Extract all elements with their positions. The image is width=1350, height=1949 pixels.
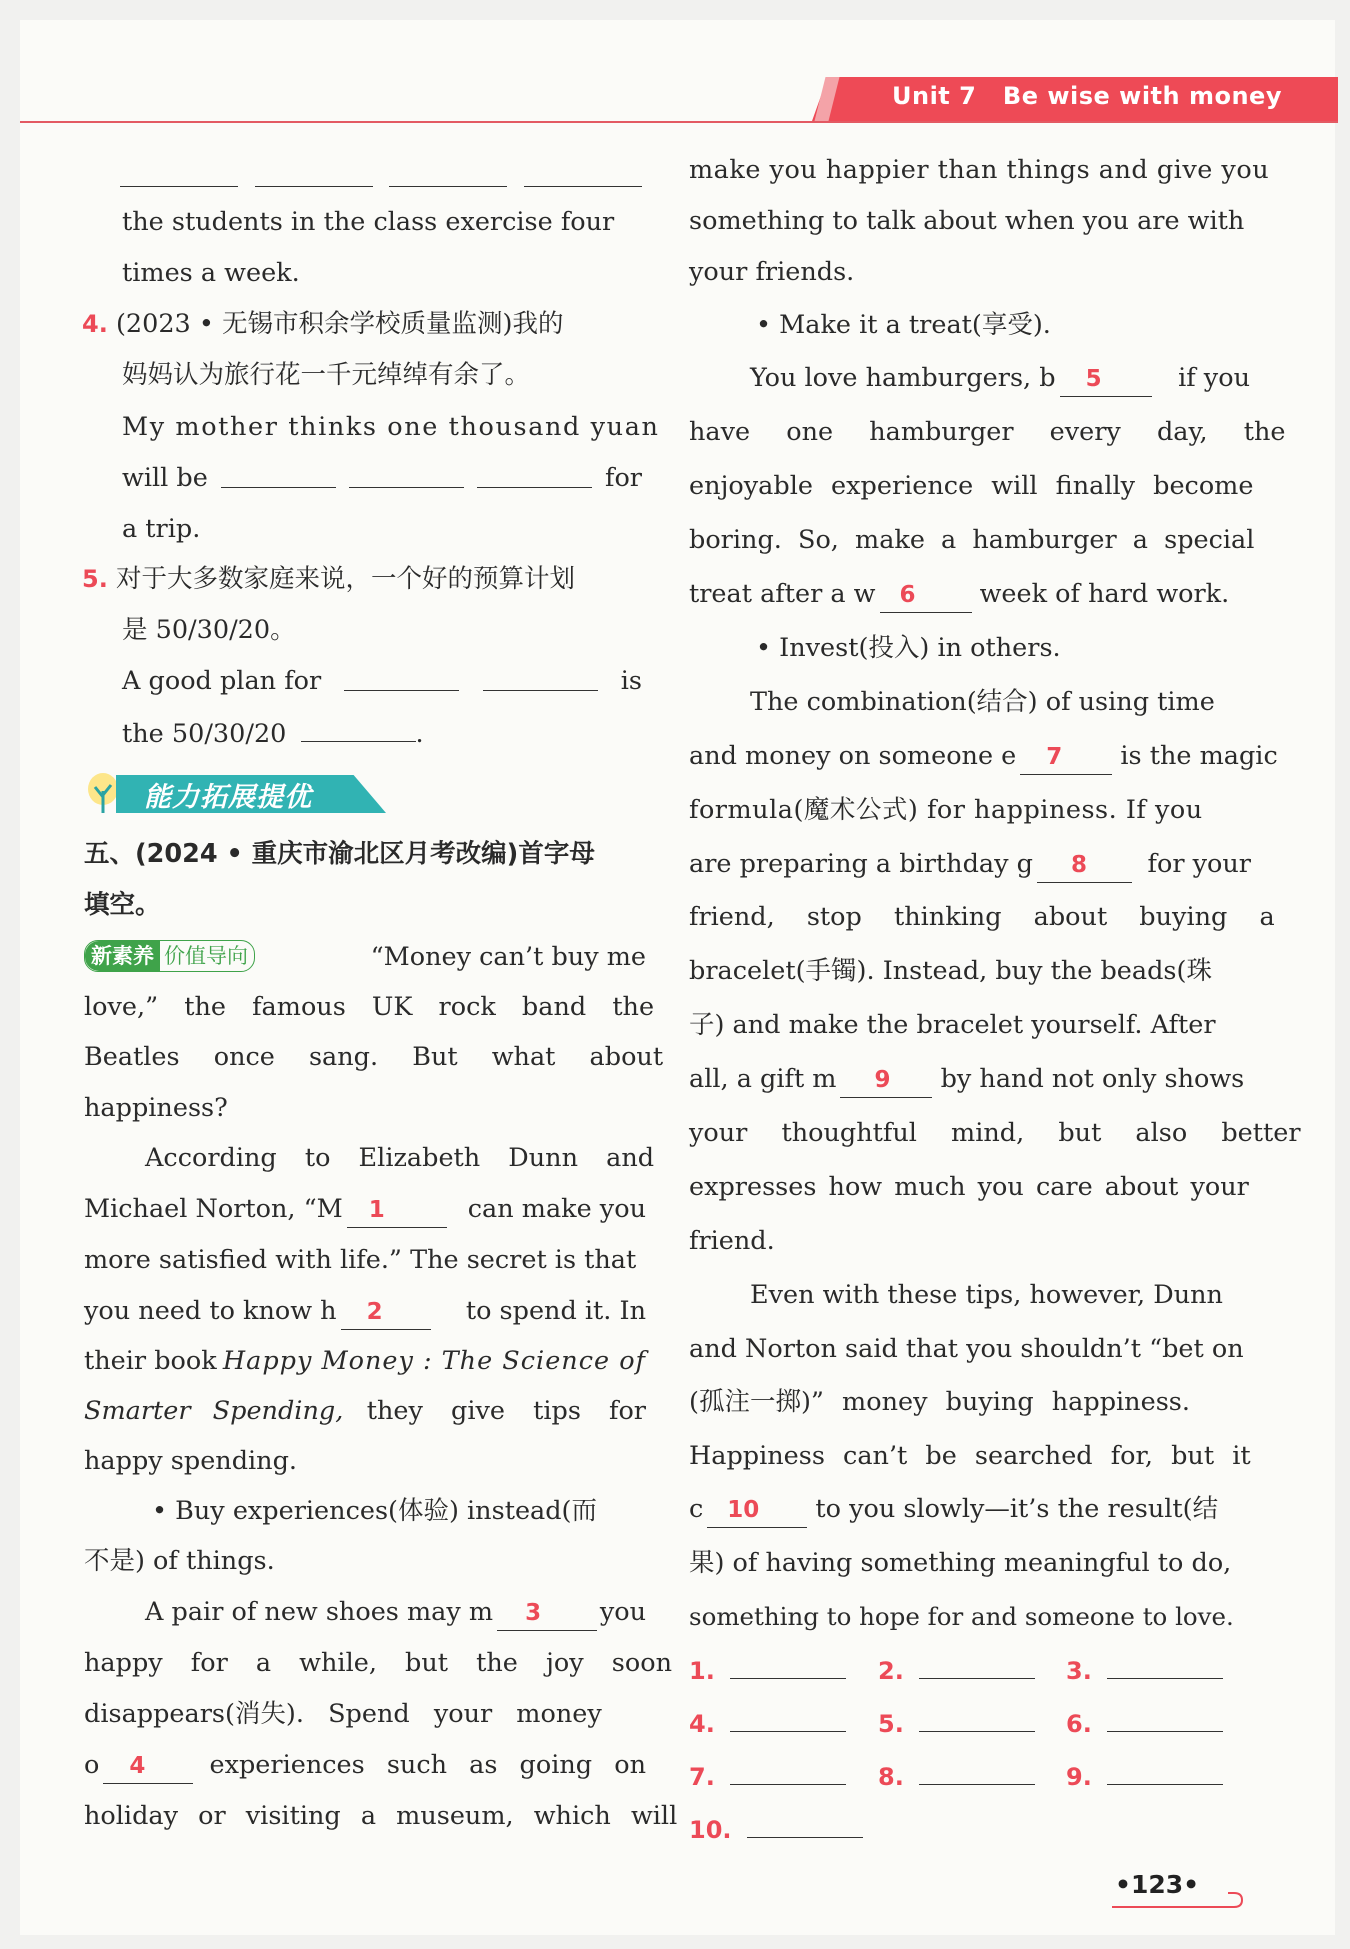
answer-field-4[interactable]: [730, 1705, 846, 1732]
part5-title-1: 五、(2024 • 重庆市渝北区月考改编)首字母: [84, 839, 595, 869]
q3-line-1: the students in the class exercise four: [122, 207, 615, 237]
blank-2[interactable]: 2: [341, 1294, 431, 1330]
para2-line-4: you need to know h 2 to spend it. In: [84, 1294, 646, 1330]
bullet-2: • Make it a treat(享受).: [756, 310, 1051, 340]
bullet-3: • Invest(投入) in others.: [756, 633, 1061, 663]
para2-line-5: their book Happy Money : The Science of: [84, 1346, 646, 1376]
r-line-15: 子) and make the bracelet yourself. After: [689, 1010, 1216, 1040]
r-line-22: (孤注一掷)” money buying happiness.: [689, 1387, 1190, 1417]
para3-line-4: o 4 experiences such as going on: [84, 1748, 646, 1784]
bullet-1-line-1: • Buy experiences(体验) instead(而: [152, 1496, 598, 1526]
q4-line-1: 4. (2023 • 无锡市积余学校质量监测)我的: [82, 309, 564, 339]
page-arrow-icon: [1210, 1888, 1244, 1912]
r-line-13: friend, stop thinking about buying a: [689, 902, 1275, 932]
q5-blank-1[interactable]: [344, 664, 459, 691]
answer-8: 8.: [878, 1758, 1035, 1791]
r-line-10: and money on someone e 7 is the magic: [689, 739, 1278, 775]
answer-9: 9.: [1066, 1758, 1223, 1791]
q3-blank-3[interactable]: [389, 160, 507, 187]
para1-line-2: love,” the famous UK rock band the: [84, 992, 655, 1022]
r-line-25: 果) of having something meaningful to do,: [689, 1548, 1232, 1578]
para2-line-3: more satisfied with life.” The secret is that: [84, 1245, 637, 1275]
para3-line-5: holiday or visiting a museum, which will: [84, 1801, 678, 1831]
q5-line-4: the 50/30/20 .: [122, 715, 424, 751]
r-line-21: and Norton said that you shouldn’t “bet on: [689, 1334, 1244, 1364]
q4-line-3: My mother thinks one thousand yuan: [122, 412, 660, 442]
blank-4[interactable]: 4: [103, 1748, 193, 1784]
r-line-3: your friends.: [689, 257, 855, 287]
para3-line-2: happy for a while, but the joy soon: [84, 1648, 672, 1678]
q4-number: 4.: [82, 310, 108, 338]
para3-line-1: A pair of new shoes may m 3 you: [145, 1595, 646, 1631]
r-line-11: formula(魔术公式) for happiness. If you: [689, 795, 1203, 825]
q3-blanks: [120, 160, 642, 187]
blank-5[interactable]: 5: [1060, 361, 1152, 397]
r-line-1: make you happier than things and give you: [689, 155, 1270, 185]
page-number: •123•: [1115, 1870, 1200, 1899]
r-line-9: The combination(结合) of using time: [750, 687, 1215, 717]
r-line-24: c 10 to you slowly—it’s the result(结: [689, 1492, 1218, 1528]
q5-line-3: A good plan for is: [122, 666, 642, 696]
section-title: 能力拓展提优: [144, 782, 312, 813]
r-line-4: You love hamburgers, b 5 if you: [750, 361, 1250, 397]
para3-line-3: disappears(消失). Spend your money: [84, 1699, 602, 1729]
q3-blank-4[interactable]: [524, 160, 642, 187]
bullet-1-line-2: 不是) of things.: [84, 1546, 275, 1576]
r-line-5: have one hamburger every day, the: [689, 417, 1286, 447]
answer-1: 1.: [689, 1652, 846, 1685]
blank-7[interactable]: 7: [1020, 739, 1112, 775]
q5-blank-2[interactable]: [483, 664, 598, 691]
r-line-16: all, a gift m 9 by hand not only shows: [689, 1062, 1244, 1098]
q5-line-2: 是 50/30/20。: [122, 615, 296, 645]
q4-blank-3[interactable]: [477, 461, 592, 488]
unit-label: Unit 7: [892, 82, 977, 110]
para2-line-7: happy spending.: [84, 1446, 298, 1476]
answer-6: 6.: [1066, 1705, 1223, 1738]
answer-3: 3.: [1066, 1652, 1223, 1685]
q4-blank-1[interactable]: [221, 461, 336, 488]
answer-field-2[interactable]: [919, 1652, 1035, 1679]
q3-blank-2[interactable]: [255, 160, 373, 187]
header-rule: [20, 121, 1338, 123]
r-line-14: bracelet(手镯). Instead, buy the beads(珠: [689, 956, 1212, 986]
r-line-26: something to hope for and someone to love.: [689, 1602, 1234, 1631]
q4-line-4: will be for: [122, 463, 642, 493]
answer-field-3[interactable]: [1107, 1652, 1223, 1679]
section-banner: [86, 771, 396, 815]
answer-field-5[interactable]: [919, 1705, 1035, 1732]
r-line-20: Even with these tips, however, Dunn: [750, 1280, 1223, 1310]
para2-line-1: According to Elizabeth Dunn and: [145, 1143, 655, 1173]
r-line-7: boring. So, make a hamburger a special: [689, 525, 1255, 555]
answer-field-8[interactable]: [919, 1758, 1035, 1785]
para1-line-4: happiness?: [84, 1093, 228, 1123]
part5-title-2: 填空。: [84, 890, 161, 920]
para2-line-6: Smarter Spending, they give tips for: [84, 1396, 646, 1426]
r-line-8: treat after a w 6 week of hard work.: [689, 577, 1229, 613]
para1-line-3: Beatles once sang. But what about: [84, 1042, 664, 1072]
blank-1[interactable]: 1: [347, 1192, 447, 1228]
q4-blank-2[interactable]: [349, 461, 464, 488]
answer-field-1[interactable]: [730, 1652, 846, 1679]
blank-9[interactable]: 9: [840, 1062, 932, 1098]
answer-field-6[interactable]: [1107, 1705, 1223, 1732]
answer-5: 5.: [878, 1705, 1035, 1738]
answer-2: 2.: [878, 1652, 1035, 1685]
q3-blank-1[interactable]: [120, 160, 238, 187]
q5-line-1: 5. 对于大多数家庭来说，一个好的预算计划: [82, 564, 575, 594]
answer-field-9[interactable]: [1107, 1758, 1223, 1785]
answer-10: 10.: [689, 1811, 863, 1844]
answer-field-7[interactable]: [730, 1758, 846, 1785]
r-line-17: your thoughtful mind, but also better: [689, 1118, 1301, 1148]
q4-line-2: 妈妈认为旅行花一千元绰绰有余了。: [122, 360, 531, 390]
para1-line-1: 新素养 价值导向 “Money can’t buy me: [84, 940, 646, 974]
r-line-2: something to talk about when you are with: [689, 206, 1245, 236]
blank-10[interactable]: 10: [707, 1492, 807, 1528]
q5-blank-3[interactable]: [301, 715, 416, 742]
q3-line-2: times a week.: [122, 258, 300, 288]
para2-line-2: Michael Norton, “M 1 can make you: [84, 1192, 646, 1228]
answer-7: 7.: [689, 1758, 846, 1791]
tree-icon: [86, 771, 120, 815]
r-line-23: Happiness can’t be searched for, but it: [689, 1441, 1251, 1471]
q5-number: 5.: [82, 565, 108, 593]
answer-field-10[interactable]: [747, 1811, 863, 1838]
blank-8[interactable]: 8: [1037, 847, 1132, 883]
blank-6[interactable]: 6: [880, 577, 972, 613]
r-line-18: expresses how much you care about your: [689, 1172, 1249, 1202]
answer-4: 4.: [689, 1705, 846, 1738]
r-line-6: enjoyable experience will finally become: [689, 471, 1254, 501]
header-title: [892, 82, 1282, 110]
blank-3[interactable]: 3: [497, 1595, 597, 1631]
value-tag: 新素养 价值导向: [84, 940, 255, 972]
r-line-12: are preparing a birthday g 8 for your: [689, 847, 1251, 883]
unit-title: Be wise with money: [1002, 82, 1282, 110]
r-line-19: friend.: [689, 1226, 775, 1256]
q4-line-5: a trip.: [122, 514, 201, 544]
